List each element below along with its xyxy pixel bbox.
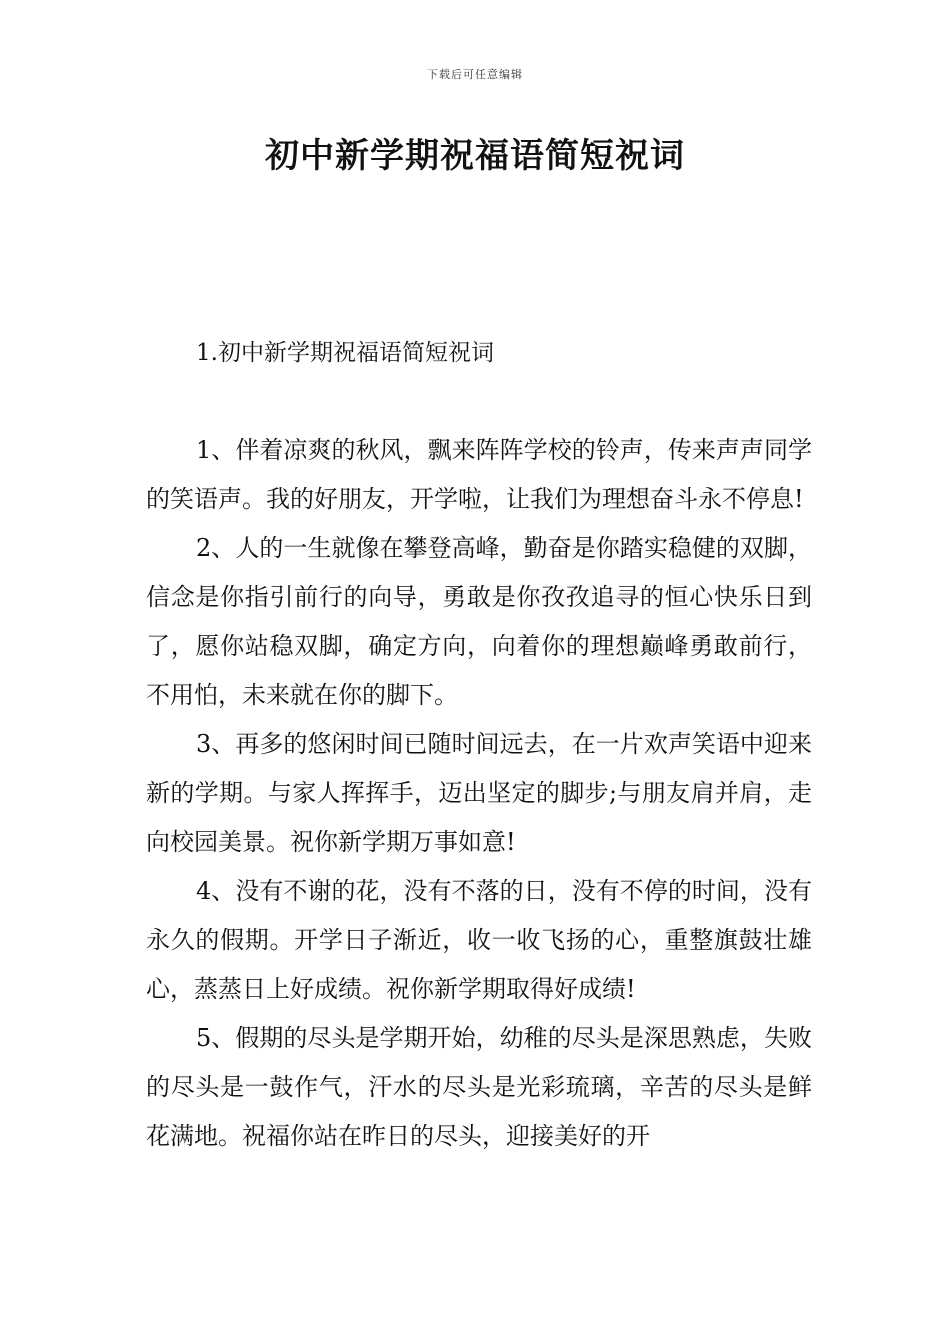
paragraph-3: 3、再多的悠闲时间已随时间远去，在一片欢声笑语中迎来新的学期。与家人挥挥手，迈出坚定的脚步;与朋友肩并肩，走向校园美景。祝你新学期万事如意! [146, 730, 812, 856]
document-title: 初中新学期祝福语简短祝词 [265, 136, 685, 176]
paragraph-5: 5、假期的尽头是学期开始，幼稚的尽头是深思熟虑，失败的尽头是一鼓作气，汗水的尽头是光彩琉璃，辛苦的尽头是鲜花满地。祝福你站在昨日的尽头，迎接美好的开 [146, 1024, 812, 1150]
paragraph-1: 1、伴着凉爽的秋风，飘来阵阵学校的铃声，传来声声同学的笑语声。我的好朋友，开学啦，让我们为理想奋斗永不停息! [146, 436, 812, 513]
paragraph-2: 2、人的一生就像在攀登高峰，勤奋是你踏实稳健的双脚，信念是你指引前行的向导，勇敢是你孜孜追寻的恒心快乐日到了，愿你站稳双脚，确定方向，向着你的理想巅峰勇敢前行，不用怕，未来就在你的脚下。 [146, 534, 812, 709]
paragraph-4: 4、没有不谢的花，没有不落的日，没有不停的时间，没有永久的假期。开学日子渐近，收一收飞扬的心，重整旗鼓壮雄心，蒸蒸日上好成绩。祝你新学期取得好成绩! [146, 877, 812, 1003]
section-heading: 1.初中新学期祝福语简短祝词 [196, 340, 494, 366]
header-note: 下载后可任意编辑 [427, 68, 523, 81]
body-text [146, 426, 812, 1161]
